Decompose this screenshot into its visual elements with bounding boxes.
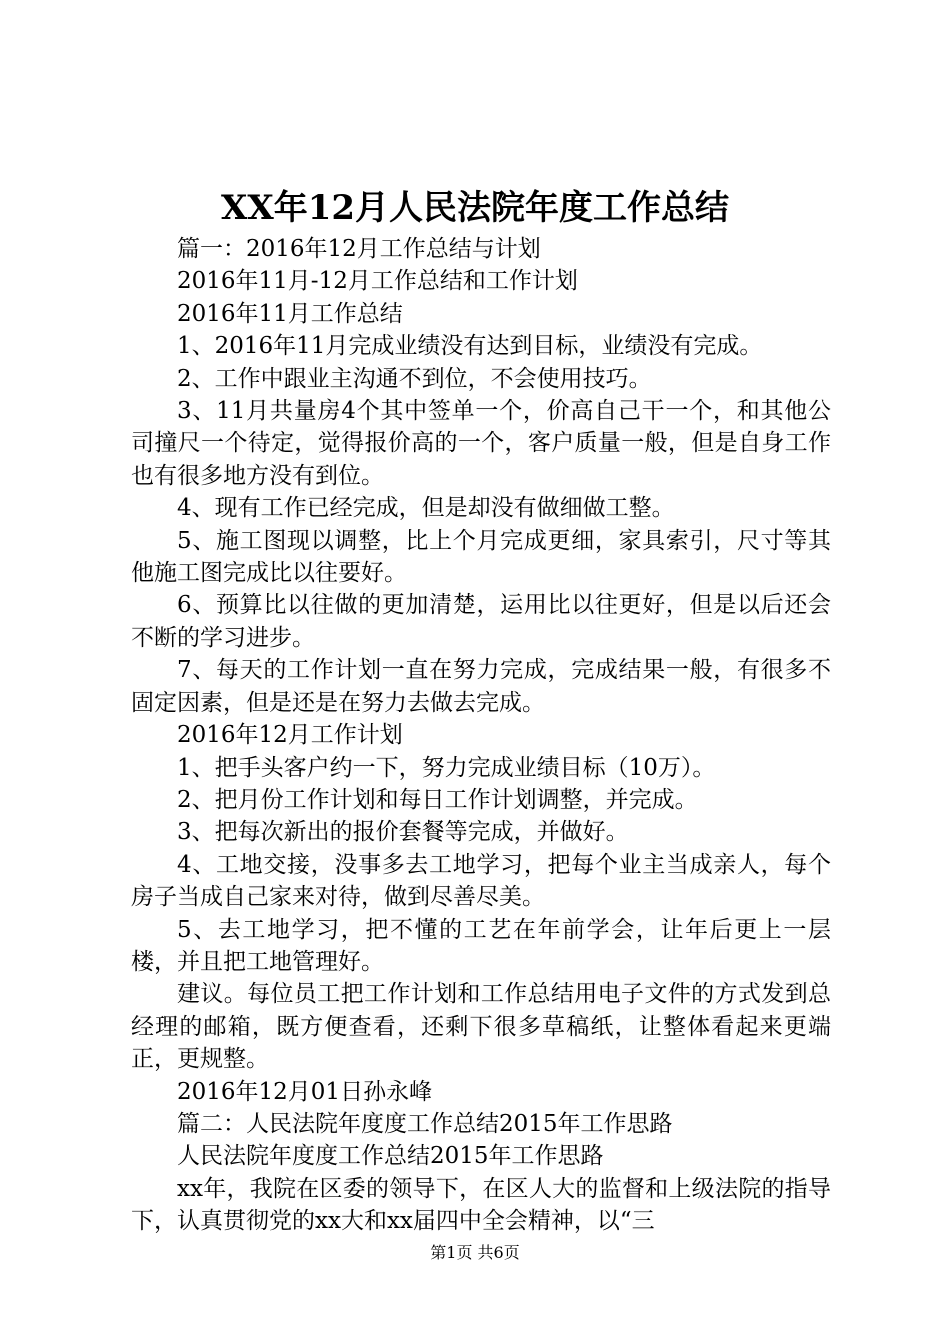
paragraph: 4、工地交接，没事多去工地学习，把每个业主当成亲人，每个房子当成自己家来对待，做到尽善尽美。 <box>131 851 831 911</box>
paragraph: 2016年11月工作总结 <box>177 300 403 327</box>
document-title: XX年12月人民法院年度工作总结 <box>220 188 730 228</box>
paragraph: xx年，我院在区委的领导下，在区人大的监督和上级法院的指导下，认真贯彻党的xx大和xx届四中全会精神，以“三 <box>131 1175 831 1235</box>
paragraph: 1、2016年11月完成业绩没有达到目标，业绩没有完成。 <box>177 333 763 360</box>
paragraph: 2016年11月-12月工作总结和工作计划 <box>177 268 578 295</box>
page-footer: 第1页 共6页 <box>430 1243 520 1262</box>
paragraph: 人民法院年度度工作总结2015年工作思路 <box>177 1143 604 1170</box>
paragraph: 5、施工图现以调整，比上个月完成更细，家具索引，尺寸等其他施工图完成比以往要好。 <box>131 527 831 587</box>
paragraph: 2016年12月01日孙永峰 <box>177 1078 433 1105</box>
paragraph: 7、每天的工作计划一直在努力完成，完成结果一般，有很多不固定因素，但是还是在努力去做去完成。 <box>131 657 831 716</box>
paragraph: 篇一：2016年12月工作总结与计划 <box>177 236 541 262</box>
paragraph: 2、工作中跟业主沟通不到位，不会使用技巧。 <box>177 365 652 392</box>
document-body <box>131 233 831 1238</box>
paragraph: 1、把手头客户约一下，努力完成业绩目标（10万）。 <box>177 754 716 781</box>
paragraph: 2、把月份工作计划和每日工作计划调整，并完成。 <box>177 786 698 813</box>
paragraph: 2016年12月工作计划 <box>177 722 403 749</box>
paragraph: 5、去工地学习，把不懂的工艺在年前学会，让年后更上一层楼，并且把工地管理好。 <box>131 916 831 975</box>
paragraph: 建议。每位员工把工作计划和工作总结用电子文件的方式发到总经理的邮箱，既方便查看，还剩下很多草稿纸，让整体看起来更端正，更规整。 <box>131 981 831 1073</box>
paragraph: 6、预算比以往做的更加清楚，运用比以往更好，但是以后还会不断的学习进步。 <box>131 592 831 651</box>
paragraph: 4、现有工作已经完成，但是却没有做细做工整。 <box>177 495 675 522</box>
paragraph: 篇二：人民法院年度度工作总结2015年工作思路 <box>177 1110 673 1137</box>
paragraph: 3、11月共量房4个其中签单一个，价高自己干一个，和其他公司撞尺一个待定，觉得报价高的一个，客户质量一般，但是自身工作也有很多地方没有到位。 <box>131 398 831 489</box>
paragraph: 3、把每次新出的报价套餐等完成，并做好。 <box>177 819 629 846</box>
